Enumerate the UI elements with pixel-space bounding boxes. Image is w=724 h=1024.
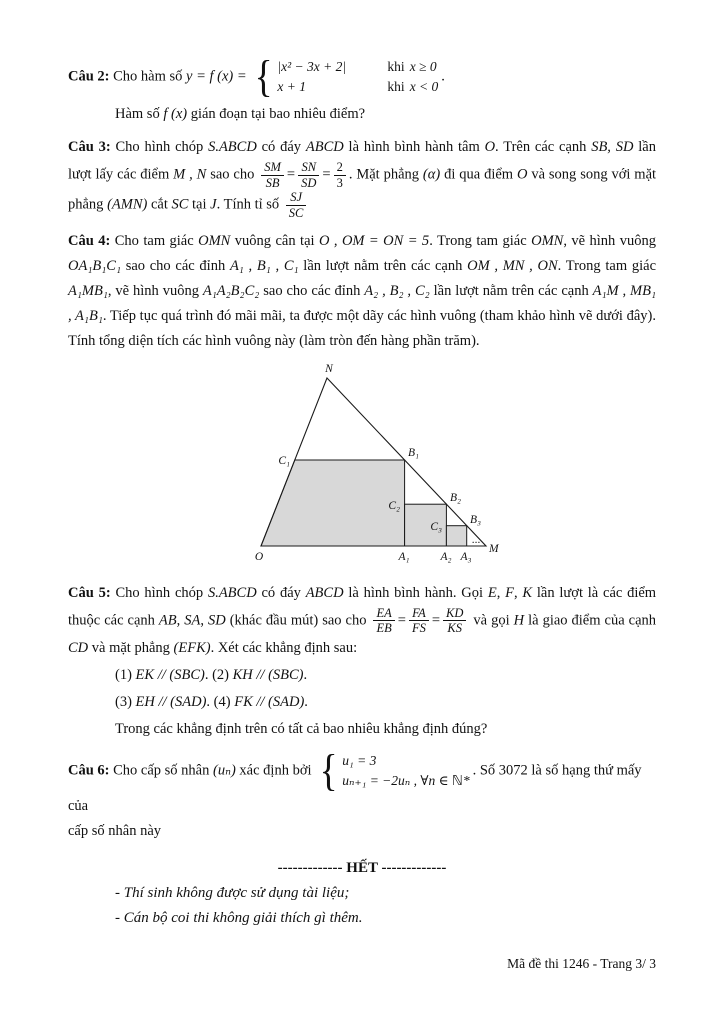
text-run: Cho cấp số nhân [113,762,210,779]
text-run: là giao điểm của cạnh [528,612,657,629]
math-run: f (x) [163,106,188,122]
fraction-numerator: FA [409,606,429,622]
text-run: . (4) [206,693,231,710]
fraction-numerator: SM [261,160,284,176]
text-run: có đáy [261,138,302,155]
math-run: FK // (SAD) [234,693,305,710]
question-5-statement-line-1 [115,663,656,688]
math-run: O , [318,232,338,249]
exam-code-page-number: Mã đề thi 1246 - Trang 3/ 3 [507,956,656,971]
text-run: lần lượt nằm trên các cạnh [433,282,589,299]
figure-label-B1: B₁ [408,446,420,459]
text-run: đi qua điểm [444,166,514,183]
math-run: SC [171,196,189,213]
triangle-squares-diagram [239,360,501,568]
fraction-numerator: EA [373,606,394,622]
math-run: H [513,612,525,629]
text-run: . Trong tam giác [557,257,657,274]
text-run: - Cán bộ coi thi không giải thích gì thêm. [115,909,363,926]
text-run: ------------- HẾT ------------- [277,859,447,876]
math-run: ABCD [305,584,344,601]
fraction [373,606,394,637]
math-run: y = f (x) = [186,68,247,85]
math-run: OMN [531,232,564,249]
math-run: (α) [422,166,441,183]
question-4-label: Câu 4: [68,232,111,249]
math-run: OM , MN , ON [467,257,558,274]
closing-note-1 [115,885,656,902]
system-of-equations [318,745,470,795]
square-3 [446,525,466,545]
math-run: E [487,584,497,601]
question-3-text [68,135,656,221]
question-2-line-2 [115,102,656,127]
fraction-numerator: KD [443,606,466,622]
text-run: . Tiếp tục quá trình đó mãi mãi, ta được một dãy các hình vuông (tham khảo hình vẽ dưới đây). Tính tổng diện tích các hình vuông này (làm tròn đến hàng phần trăm). [68,307,656,349]
fraction [409,606,429,637]
math-run: M , N [173,166,207,183]
question-2-label: Câu 2: [68,68,110,85]
math-run: SA [184,612,201,629]
equals-sign: = [431,612,441,629]
figure-label-M: M [489,542,499,555]
figure-label-N: N [325,362,333,375]
text-run: khi [387,58,405,74]
system-rows [342,751,469,792]
figure-label-C2: C₂ [388,499,400,512]
math-run: OM = ON = 5 [341,232,430,249]
fraction-denominator: 3 [336,175,343,190]
question-5-statement-line-2 [115,690,656,715]
math-run: S.ABCD [208,138,257,155]
text-run: Cho hình chóp [115,138,204,155]
figure-label-B3: B₃ [470,513,482,526]
text-run: . [441,68,445,85]
text-run: sao cho [210,166,255,183]
figure-label-A2: A₂ [440,550,452,563]
text-run: . Trong tam giác [429,232,527,249]
math-run: S.ABCD [207,584,257,601]
math-run: ABCD [305,138,344,155]
question-2-line-1 [68,54,656,100]
fraction-denominator: SB [265,175,280,190]
text-run: Cho tam giác [114,232,194,249]
math-run: J [210,196,217,213]
text-run: tại [192,196,207,213]
text-run: sao cho các đỉnh [125,257,226,274]
equals-sign: = [286,166,296,183]
fraction [286,190,307,221]
square-1 [261,460,405,546]
fraction-denominator: EB [376,621,392,636]
math-run: (uₙ) [213,762,236,779]
text-run: , [514,584,518,601]
math-run: O [516,166,528,183]
math-run: KH // (SBC) [232,666,304,683]
case-row [277,77,438,97]
text-run: và song song với mặt phẳng [68,166,657,213]
math-run: O [484,138,496,155]
math-run: (EFK) [173,640,211,656]
equals-sign: = [322,166,331,183]
text-run: gián đoạn tại bao nhiêu điểm? [190,106,366,122]
text-run: . Xét các khẳng định sau: [210,640,358,656]
closing-note-2 [115,910,656,927]
text-run: có đáy [261,584,301,601]
math-run: A₁ , B₁ , C₁ [229,257,299,274]
question-4-figure [84,360,656,573]
fraction-numerator: 2 [334,160,346,176]
text-run: . [303,666,308,683]
fraction-numerator: SN [298,160,319,176]
question-5-statement-line-3 [115,717,656,742]
text-run: (khác đầu mút) sao cho [229,612,367,629]
math-run: F [505,584,514,601]
text-run: . Số 3072 là số hạng thứ mấy của [68,762,642,814]
math-run: OMN [198,232,231,249]
math-run: A₁A₂B₂C₂ [202,282,260,299]
system-row: u₁ = 3 [342,752,377,768]
fraction [334,160,346,191]
text-run: . [304,693,308,710]
figure-label-C1: C₁ [278,454,290,467]
text-run: Cho hình chóp [115,584,204,601]
case-rows [277,57,438,98]
text-run: Trong các khẳng định trên có tất cả bao nhiêu khẳng định đúng? [115,720,488,737]
statement-number: (3) [115,693,132,710]
figure-label-B2: B₂ [450,491,462,504]
text-run: , [176,612,181,629]
fraction-denominator: FS [411,621,426,636]
text-run: là hình bình hành. Gọi [348,584,484,601]
math-run: EK // (SBC) [135,666,205,683]
math-run: OA₁B₁C₁ [68,257,121,274]
math-run: (AMN) [107,196,148,213]
left-brace: { [254,52,273,101]
math-run: SB, SD [591,138,634,155]
text-run: . Trên các cạnh [495,138,587,155]
end-marker [68,860,656,877]
fraction-denominator: SD [301,175,317,190]
page-footer [507,956,656,972]
text-run: . Tính tỉ số [216,196,280,213]
text-run: là hình bình hành tâm [348,138,480,155]
fraction [298,160,319,191]
math-run: K [522,584,533,601]
text-run: lần lượt là các điểm thuộc các cạnh [68,584,657,629]
text-run: khi [387,79,405,94]
case-condition: x < 0 [409,79,439,94]
case-row [277,57,438,77]
figure-label-O: O [254,550,264,563]
text-run: và gọi [473,612,510,629]
question-5-text [68,581,656,661]
text-run: Cho hàm số [113,68,183,85]
figure-label-A3: A₃ [460,550,472,563]
figure-label-A1: A₁ [398,550,410,563]
question-6-line-1 [68,745,656,819]
system-row: uₙ₊₁ = −2uₙ , ∀n ∈ ℕ* [342,772,470,788]
math-run: A₁M , MB₁ , A₁B₁ [68,282,657,324]
fraction [261,160,284,191]
question-6-label: Câu 6: [68,762,110,779]
text-run: lần lượt nằm trên các cạnh [303,257,463,274]
text-run: sao cho các đỉnh [263,282,361,299]
math-run: EH // (SAD) [135,693,207,710]
case-expression: x + 1 [277,79,307,94]
text-run: , vẽ hình vuông [563,232,656,249]
fraction-denominator: SC [288,206,304,221]
math-run: SD [207,612,226,629]
equals-sign: = [397,612,406,629]
text-run: cấp số nhân này [68,822,162,839]
text-run: vuông cân tại [234,232,315,249]
text-run: , vẽ hình vuông [107,282,199,299]
question-5-label: Câu 5: [68,584,111,601]
question-3-label: Câu 3: [68,138,111,155]
question-6-line-2 [68,819,656,844]
text-run: . (2) [204,666,229,683]
case-expression: |x² − 3x + 2| [277,58,347,74]
math-run: AB [158,612,177,629]
text-run: , [496,584,501,601]
question-4-text [68,229,656,354]
math-run: A₁MB₁ [68,282,108,299]
text-run: lần lượt lấy các điểm [68,138,656,183]
left-brace: { [319,745,338,795]
text-run: , [200,612,204,629]
text-run: và mặt phẳng [91,640,170,656]
case-condition: x ≥ 0 [409,58,437,74]
statement-number: (1) [115,666,132,683]
fraction-denominator: KS [447,621,463,636]
fraction-numerator: SJ [286,190,307,206]
text-run: xác định bởi [239,762,312,779]
figure-label-dots: ... [472,533,481,546]
text-run: cắt [150,196,168,213]
math-run: A₂ , B₂ , C₂ [364,282,430,299]
text-run: - Thí sinh không được sử dụng tài liệu; [115,884,350,901]
math-run: CD [68,640,89,656]
fraction [443,606,466,637]
piecewise-cases [253,54,438,100]
text-run: . Mặt phẳng [348,166,420,183]
figure-label-C3: C₃ [430,520,442,533]
text-run: Hàm số [115,106,160,122]
